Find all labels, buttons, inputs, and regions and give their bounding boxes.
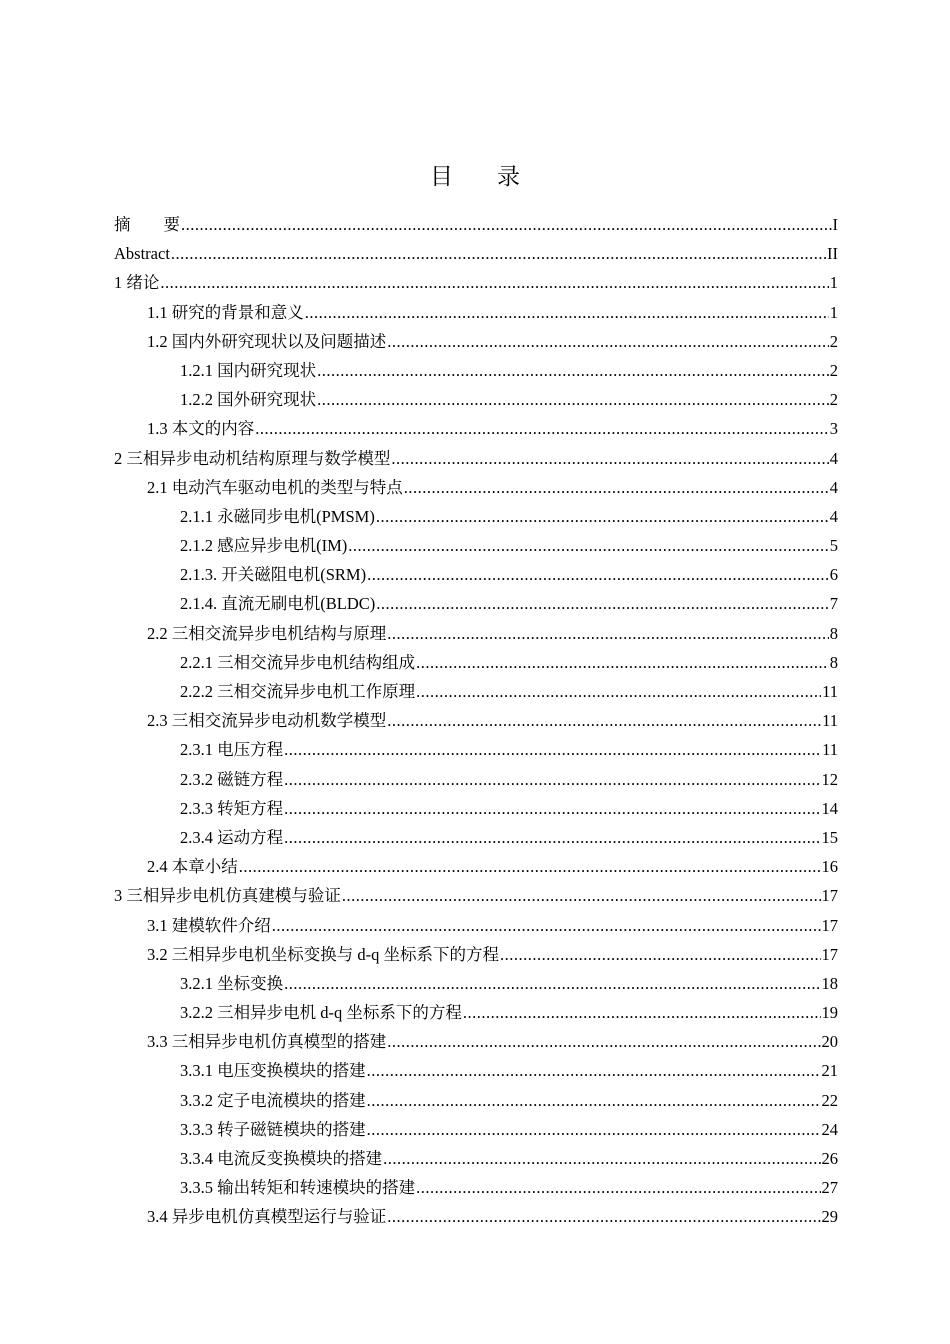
toc-entry-page-number: 20 xyxy=(821,1032,838,1052)
dot-leader xyxy=(284,823,820,852)
toc-entry-page-number: 5 xyxy=(829,536,838,556)
dot-leader xyxy=(348,531,828,560)
toc-entry-label: 3.1 建模软件介绍 xyxy=(147,915,271,935)
toc-entry[interactable] xyxy=(114,735,838,764)
dot-leader xyxy=(367,1086,821,1115)
toc-entry[interactable] xyxy=(114,823,838,852)
toc-entry-page-number: 4 xyxy=(829,506,838,526)
toc-entry-label: 1.2 国内外研究现状以及问题描述 xyxy=(147,331,387,351)
dot-leader xyxy=(376,502,829,531)
dot-leader xyxy=(284,794,820,823)
toc-entry-page-number: 19 xyxy=(821,1003,838,1023)
dot-leader xyxy=(387,706,821,735)
toc-entry-label: 2.3.4 运动方程 xyxy=(180,827,284,847)
dot-leader xyxy=(305,298,829,327)
toc-entry-page-number: 14 xyxy=(821,798,838,818)
toc-entry-page-number: 26 xyxy=(821,1149,838,1168)
toc-entry-label: 2.1.4. 直流无刷电机(BLDC) xyxy=(180,594,376,614)
toc-entry-page-number: 4 xyxy=(829,477,838,497)
dot-leader xyxy=(376,589,829,618)
toc-entry-page-number: 16 xyxy=(821,857,838,877)
toc-entry-page-number: I xyxy=(832,215,838,234)
toc-entry[interactable] xyxy=(114,531,838,560)
dot-leader xyxy=(416,1173,820,1202)
toc-entry[interactable] xyxy=(114,1027,838,1056)
toc-entry-label: Abstract xyxy=(114,244,170,264)
toc-entry-page-number: 1 xyxy=(829,273,838,293)
toc-entry-page-number: 22 xyxy=(821,1090,838,1110)
toc-entry-page-number: 11 xyxy=(822,682,838,701)
toc-entry-page-number: 21 xyxy=(821,1061,838,1081)
title-char-1: 目 xyxy=(430,164,453,189)
toc-entry[interactable] xyxy=(114,1115,838,1144)
toc-entry-page-number: 7 xyxy=(829,594,838,614)
toc-entry-page-number: 17 xyxy=(821,915,838,935)
dot-leader xyxy=(416,648,829,677)
dot-leader xyxy=(416,677,821,706)
dot-leader xyxy=(272,911,821,940)
toc-entry-label: 2.1.1 永磁同步电机(PMSM) xyxy=(180,506,375,526)
toc-entry[interactable] xyxy=(114,940,838,969)
toc-entry[interactable] xyxy=(114,473,838,502)
toc-entry-label: 3 三相异步电机仿真建模与验证 xyxy=(114,886,341,906)
dot-leader xyxy=(391,444,828,473)
dot-leader xyxy=(342,881,821,910)
toc-entry-page-number: 18 xyxy=(821,973,838,993)
toc-entry-label: 2.1 电动汽车驱动电机的类型与特点 xyxy=(147,477,403,497)
toc-entry-label: 1.2.2 国外研究现状 xyxy=(180,390,317,410)
toc-entry[interactable] xyxy=(114,648,838,677)
dot-leader xyxy=(160,268,828,297)
toc-entry[interactable] xyxy=(114,1086,838,1115)
dot-leader xyxy=(255,414,829,443)
toc-entry[interactable] xyxy=(114,911,838,940)
dot-leader xyxy=(387,1027,820,1056)
toc-entry-page-number: 2 xyxy=(829,331,838,351)
toc-entry[interactable] xyxy=(114,210,838,239)
toc-entry[interactable] xyxy=(114,794,838,823)
toc-entry-page-number: 11 xyxy=(822,711,838,731)
toc-entry-page-number: 11 xyxy=(822,740,838,760)
toc-entry-label: 1.3 本文的内容 xyxy=(147,419,255,439)
dot-leader xyxy=(181,210,832,239)
toc-entry[interactable] xyxy=(114,239,838,268)
toc-entry-label: 3.3 三相异步电机仿真模型的搭建 xyxy=(147,1032,387,1052)
toc-entry-page-number: 6 xyxy=(829,565,838,585)
dot-leader xyxy=(367,1056,821,1085)
toc-entry-label: 1.1 研究的背景和意义 xyxy=(147,302,304,322)
toc-entry[interactable] xyxy=(114,765,838,794)
toc-entry[interactable] xyxy=(114,881,838,910)
dot-leader xyxy=(463,998,821,1027)
table-of-contents xyxy=(114,210,838,1232)
toc-entry[interactable] xyxy=(114,998,838,1027)
toc-entry[interactable] xyxy=(114,327,838,356)
toc-entry-label: 3.2.2 三相异步电机 d-q 坐标系下的方程 xyxy=(180,1003,462,1023)
toc-entry-label: 1 绪论 xyxy=(114,273,160,293)
dot-leader xyxy=(317,385,829,414)
toc-entry-page-number: 12 xyxy=(821,769,838,789)
toc-entry-label: 2.3.2 磁链方程 xyxy=(180,769,284,789)
toc-entry-page-number: 17 xyxy=(821,886,838,906)
toc-entry-label: 2.2.1 三相交流异步电机结构组成 xyxy=(180,652,416,672)
toc-entry[interactable] xyxy=(114,502,838,531)
toc-entry-page-number: 8 xyxy=(829,623,838,643)
toc-entry-label: 2.2 三相交流异步电机结构与原理 xyxy=(147,623,387,643)
toc-entry[interactable] xyxy=(114,1056,838,1085)
toc-entry[interactable] xyxy=(114,356,838,385)
dot-leader xyxy=(387,619,829,648)
toc-entry[interactable] xyxy=(114,414,838,443)
toc-entry[interactable] xyxy=(114,852,838,881)
toc-entry[interactable] xyxy=(114,706,838,735)
toc-entry[interactable] xyxy=(114,1173,838,1202)
toc-entry-page-number: 4 xyxy=(829,448,838,468)
toc-entry-label: 2.1.3. 开关磁阻电机(SRM) xyxy=(180,565,367,585)
toc-entry[interactable] xyxy=(114,677,838,706)
toc-entry-page-number: 2 xyxy=(829,390,838,410)
toc-entry-label: 3.2.1 坐标变换 xyxy=(180,973,284,993)
toc-entry[interactable] xyxy=(114,619,838,648)
dot-leader xyxy=(239,852,821,881)
toc-entry-label: 摘 要 xyxy=(114,215,180,234)
toc-entry-page-number: 8 xyxy=(829,652,838,672)
dot-leader xyxy=(500,940,821,969)
toc-entry[interactable] xyxy=(114,298,838,327)
toc-entry-label: 2.4 本章小结 xyxy=(147,857,238,877)
toc-entry-label: 3.4 异步电机仿真模型运行与验证 xyxy=(147,1207,387,1227)
dot-leader xyxy=(284,765,820,794)
toc-entry[interactable] xyxy=(114,560,838,589)
dot-leader xyxy=(387,1202,820,1231)
toc-entry-page-number: 17 xyxy=(821,944,838,964)
dot-leader xyxy=(284,735,821,764)
toc-entry-label: 2.1.2 感应异步电机(IM) xyxy=(180,536,348,556)
toc-entry-label: 2.3.1 电压方程 xyxy=(180,740,284,760)
toc-entry-page-number: 3 xyxy=(829,419,838,439)
toc-entry[interactable] xyxy=(114,589,838,618)
dot-leader xyxy=(387,327,829,356)
toc-entry-page-number: 2 xyxy=(829,360,838,380)
dot-leader xyxy=(404,473,829,502)
toc-entry-label: 3.3.5 输出转矩和转速模块的搭建 xyxy=(180,1178,416,1198)
toc-entry[interactable] xyxy=(114,1144,838,1173)
toc-entry-page-number: II xyxy=(827,244,838,264)
dot-leader xyxy=(383,1144,820,1173)
toc-entry-label: 3.3.4 电流反变换模块的搭建 xyxy=(180,1149,383,1168)
dot-leader xyxy=(171,239,826,268)
toc-entry-page-number: 29 xyxy=(821,1207,838,1227)
toc-entry-label: 1.2.1 国内研究现状 xyxy=(180,360,317,380)
toc-entry-page-number: 24 xyxy=(821,1119,838,1139)
toc-entry[interactable] xyxy=(114,1202,838,1231)
toc-entry-label: 2.3 三相交流异步电动机数学模型 xyxy=(147,711,387,731)
toc-entry-page-number: 27 xyxy=(821,1178,838,1198)
toc-entry-label: 3.3.1 电压变换模块的搭建 xyxy=(180,1061,366,1081)
toc-entry-label: 3.3.2 定子电流模块的搭建 xyxy=(180,1090,366,1110)
toc-entry[interactable] xyxy=(114,444,838,473)
toc-entry[interactable] xyxy=(114,385,838,414)
toc-entry-label: 3.3.3 转子磁链模块的搭建 xyxy=(180,1119,366,1139)
dot-leader xyxy=(367,560,829,589)
toc-entry[interactable] xyxy=(114,268,838,297)
toc-entry-page-number: 1 xyxy=(829,302,838,322)
toc-entry-label: 2.3.3 转矩方程 xyxy=(180,798,284,818)
toc-entry-label: 2 三相异步电动机结构原理与数学模型 xyxy=(114,448,391,468)
title-char-2: 录 xyxy=(497,164,520,189)
toc-entry-page-number: 15 xyxy=(821,827,838,847)
page-title xyxy=(0,158,950,191)
toc-entry[interactable] xyxy=(114,969,838,998)
toc-entry-label: 3.2 三相异步电机坐标变换与 d-q 坐标系下的方程 xyxy=(147,944,499,964)
toc-entry-label: 2.2.2 三相交流异步电机工作原理 xyxy=(180,682,416,701)
dot-leader xyxy=(284,969,820,998)
dot-leader xyxy=(317,356,829,385)
dot-leader xyxy=(367,1115,821,1144)
